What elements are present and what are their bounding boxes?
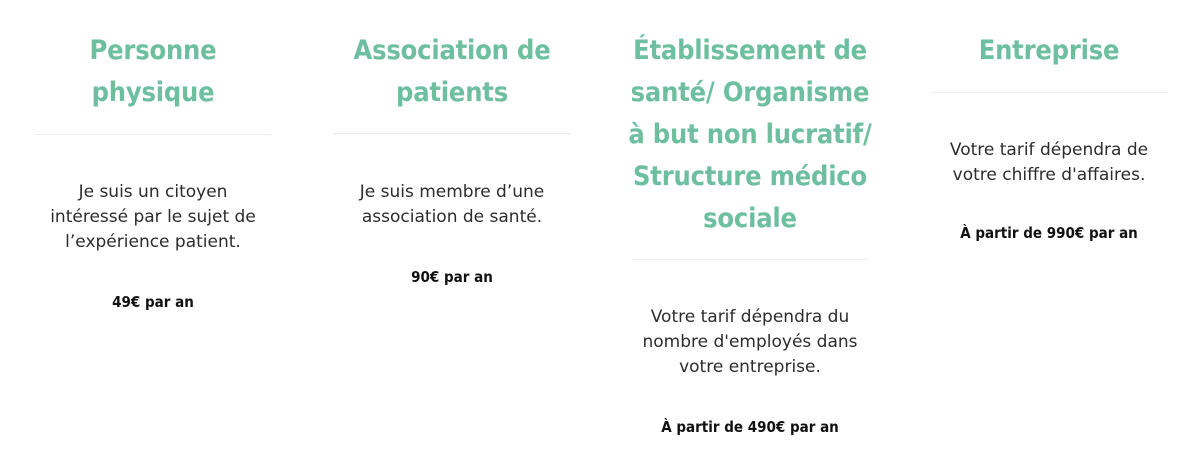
plan-title: Personne physique (89, 35, 217, 108)
plan-price: À partir de 490€ par an (661, 418, 839, 436)
plan-divider (632, 259, 868, 260)
plan-divider (35, 134, 271, 135)
plan-description: Votre tarif dépendra du nombre d'employés dans votre entreprise. (642, 307, 858, 377)
plan-divider (334, 133, 570, 134)
plan-price: À partir de 990€ par an (960, 224, 1138, 242)
plan-price: 49€ par an (112, 293, 194, 311)
plan-entreprise (931, 0, 1167, 244)
plan-title: Établissement de santé/ Organisme à but non lucratif/ Structure médico sociale (628, 35, 872, 234)
plan-description: Votre tarif dépendra de votre chiffre d'affaires. (949, 140, 1149, 185)
plan-description: Je suis membre d’une association de santé. (359, 182, 545, 227)
plan-association-de-patients (334, 0, 570, 288)
plan-price: 90€ par an (411, 268, 493, 286)
plan-divider (931, 92, 1167, 93)
plan-title: Association de patients (353, 35, 551, 108)
plan-description: Je suis un citoyen intéressé par le sujet de l’expérience patient. (50, 182, 256, 252)
plan-personne-physique (35, 0, 271, 313)
plan-title: Entreprise (978, 35, 1120, 66)
plan-etablissement-de-sante (628, 0, 872, 438)
